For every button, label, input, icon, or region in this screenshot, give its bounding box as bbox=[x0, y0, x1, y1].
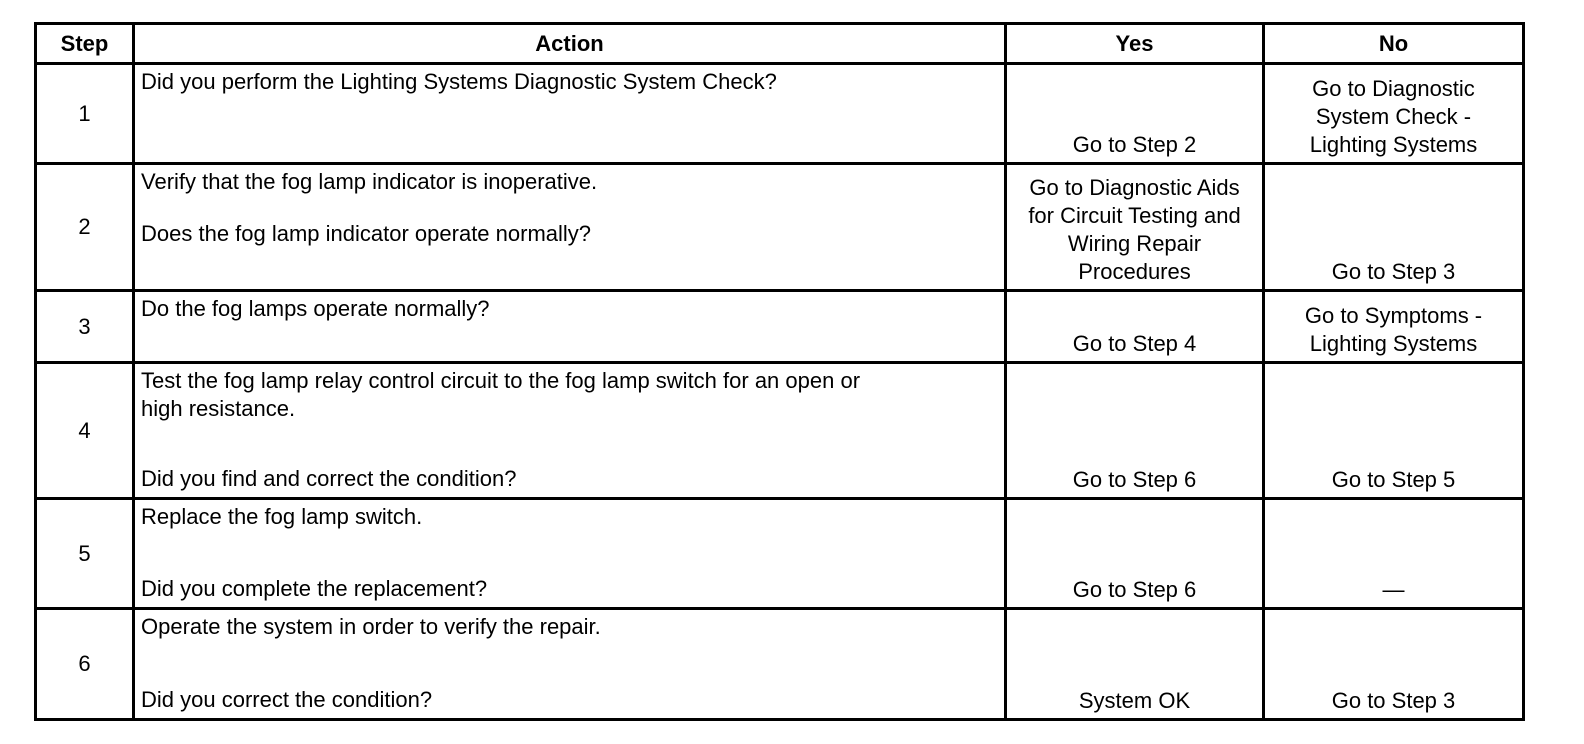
action-cell bbox=[134, 499, 1006, 609]
yes-result: Go to Diagnostic Aids for Circuit Testing and Wiring Repair Procedures bbox=[1006, 164, 1264, 291]
step-number: 5 bbox=[36, 499, 134, 609]
action-cell bbox=[134, 64, 1006, 164]
no-result: Go to Symptoms - Lighting Systems bbox=[1264, 291, 1524, 363]
action-text: Verify that the fog lamp indicator is inoperative. bbox=[141, 169, 598, 194]
no-result: Go to Step 5 bbox=[1264, 363, 1524, 499]
action-cell bbox=[134, 164, 1006, 291]
header-step: Step bbox=[36, 24, 134, 64]
step-number: 6 bbox=[36, 609, 134, 720]
action-cell bbox=[134, 363, 1006, 499]
yes-result: Go to Step 2 bbox=[1006, 64, 1264, 164]
header-yes: Yes bbox=[1006, 24, 1264, 64]
no-result: Go to Step 3 bbox=[1264, 164, 1524, 291]
step-number: 3 bbox=[36, 291, 134, 363]
action-text: Test the fog lamp relay control circuit to the fog lamp switch for an open or high resistance. bbox=[141, 368, 861, 421]
action-question: Does the fog lamp indicator operate normally? bbox=[141, 221, 592, 246]
action-cell bbox=[134, 609, 1006, 720]
no-result: Go to Step 3 bbox=[1264, 609, 1524, 720]
table-row bbox=[36, 164, 1524, 291]
action-cell bbox=[134, 291, 1006, 363]
action-text: Replace the fog lamp switch. bbox=[141, 504, 423, 529]
table-row bbox=[36, 291, 1524, 363]
table-row bbox=[36, 64, 1524, 164]
action-text: Operate the system in order to verify the repair. bbox=[141, 614, 601, 639]
table-row bbox=[36, 363, 1524, 499]
action-question: Did you correct the condition? bbox=[141, 687, 433, 712]
diagnostic-table bbox=[34, 22, 1525, 721]
step-number: 2 bbox=[36, 164, 134, 291]
no-result: Go to Diagnostic System Check - Lighting Systems bbox=[1264, 64, 1524, 164]
yes-result: Go to Step 6 bbox=[1006, 363, 1264, 499]
action-text: Do the fog lamps operate normally? bbox=[141, 296, 490, 321]
yes-result: System OK bbox=[1006, 609, 1264, 720]
step-number: 4 bbox=[36, 363, 134, 499]
yes-result: Go to Step 6 bbox=[1006, 499, 1264, 609]
header-action: Action bbox=[134, 24, 1006, 64]
action-text: Did you perform the Lighting Systems Diagnostic System Check? bbox=[141, 69, 777, 94]
yes-result: Go to Step 4 bbox=[1006, 291, 1264, 363]
action-question: Did you find and correct the condition? bbox=[141, 466, 517, 491]
table-row bbox=[36, 609, 1524, 720]
action-question: Did you complete the replacement? bbox=[141, 576, 488, 601]
table-row bbox=[36, 499, 1524, 609]
no-result: — bbox=[1264, 499, 1524, 609]
step-number: 1 bbox=[36, 64, 134, 164]
header-row bbox=[36, 24, 1524, 64]
header-no: No bbox=[1264, 24, 1524, 64]
